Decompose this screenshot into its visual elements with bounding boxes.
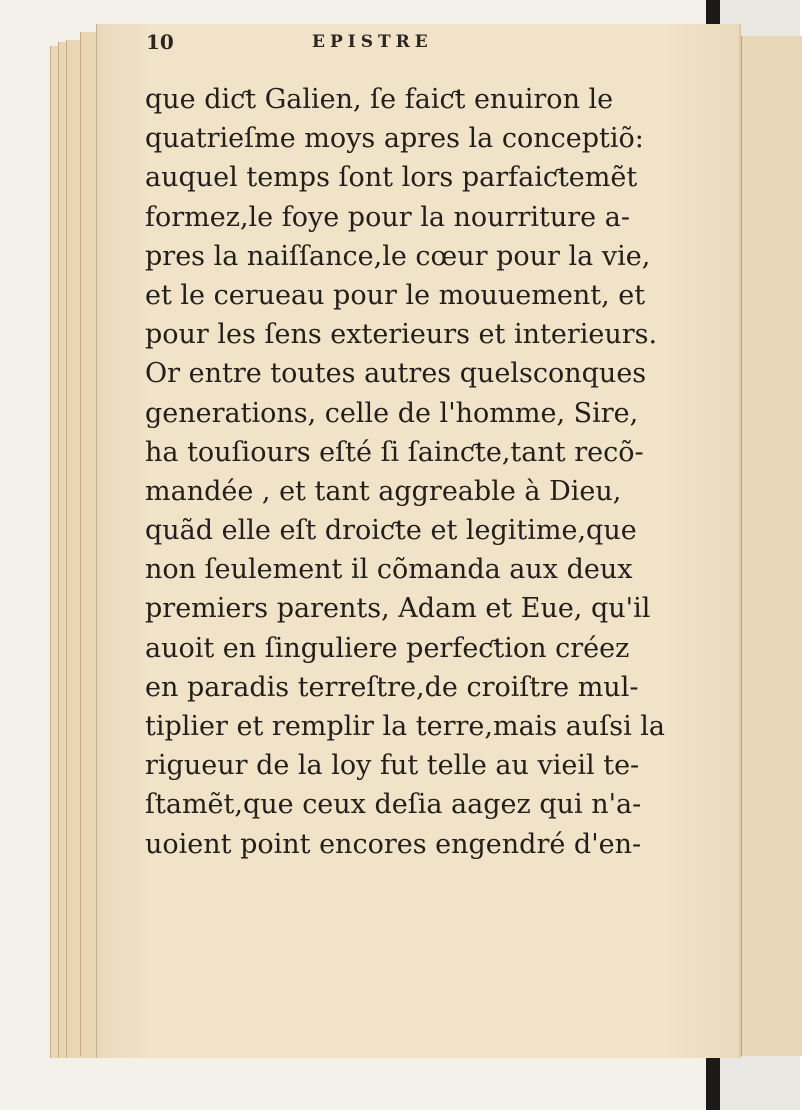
text-line: mandée , et tant aggreable à Dieu, bbox=[145, 475, 622, 507]
text-line: non ſeulement il cõmanda aux deux bbox=[145, 554, 633, 586]
text-line: pres la naiſſance,le cœur pour la vie, bbox=[145, 240, 651, 272]
text-line: et le cerueau pour le mouuement, et bbox=[145, 279, 646, 311]
text-line: ſtamẽt,que ceux deſia aagez qui n'a- bbox=[145, 789, 642, 821]
text-line: auoit en ſinguliere perfeƈtion créez bbox=[145, 632, 630, 664]
text-line: uoient point encores engendré d'en- bbox=[145, 828, 642, 860]
text-line: formez,le foye pour la nourriture a- bbox=[145, 201, 630, 233]
text-line: en paradis terreſtre,de croiſtre mul- bbox=[145, 671, 639, 703]
page-header bbox=[146, 30, 546, 60]
text-line: rigueur de la loy fut telle au vieil te- bbox=[145, 750, 640, 782]
text-line: pour les ſens exterieurs et interieurs. bbox=[145, 319, 658, 351]
text-line: tiplier et remplir la terre,mais auſsi la bbox=[145, 711, 666, 742]
text-line: que diƈt Galien, ſe faiƈt enuiron le bbox=[145, 84, 614, 115]
text-line: ha touſiours eſté ſi ſainƈte,tant recõ- bbox=[145, 436, 644, 468]
text-line: quãd elle eſt droiƈte et legitime,que bbox=[145, 515, 637, 547]
facing-page-edge bbox=[740, 36, 802, 1056]
text-line: premiers parents, Adam et Eue, qu'il bbox=[145, 593, 651, 625]
text-line: generations, celle de l'homme, Sire, bbox=[145, 397, 639, 429]
text-line: Or entre toutes autres quelsconques bbox=[145, 358, 647, 390]
text-line: auquel temps ſont lors parfaiƈtemẽt bbox=[145, 162, 638, 194]
running-title: EPISTRE bbox=[312, 32, 433, 52]
text-line: quatrieſme moys apres la conceptiõ: bbox=[145, 123, 644, 155]
body-text bbox=[145, 80, 666, 864]
page-number: 10 bbox=[146, 30, 174, 54]
